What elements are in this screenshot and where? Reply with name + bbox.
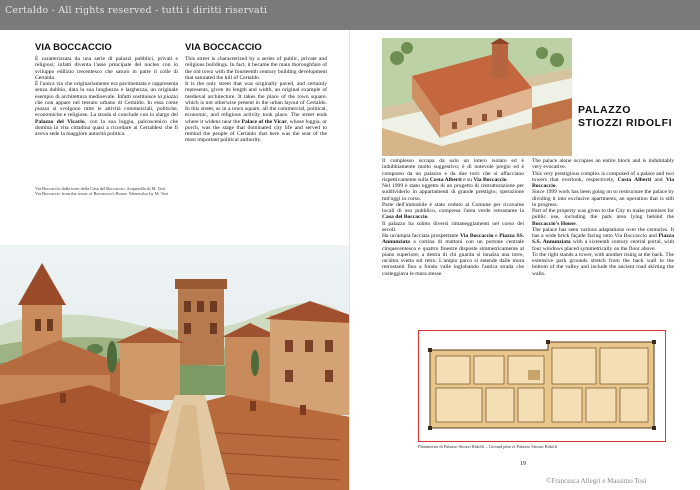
plan-caption: Planimetria di Palazzo Stiozzi Ridolfi – Ground plan of Palazzo Stiozzi Ridolfi <box>418 444 558 449</box>
header-bar <box>0 0 700 30</box>
watercolor-caption: Via Boccaccio dalla torre della Casa del Boccaccio. Acquerello di M. Tosi Via Boccaccio from the tower of Boccaccio's House. Watercolor by M. Tosi <box>35 186 169 197</box>
via-boccaccio-watercolor <box>0 245 350 490</box>
palace-it-text: Il complesso occupa da solo un intero isolato ed è indubbiamente molto suggestivo; è di notevole pregio ed è composto da un palazzo e da due torri che si affacciano rispettivamente sulla Costa Alberti e su Via Boccaccio. Nel 1999 è stato oggetto di un progetto di ristrutturazione per suddividerlo in appartamenti di grande prestigio; operazione tutt'oggi in corso. Parte dell'immobile è stato ceduto al Comune per ricavarne locali di uso pubblico, compresa l'area verde retrostante la Casa del Boccaccio. Il palazzo ha subito diversi rimaneggiamenti nel corso dei secoli. Ha un'ampia facciata prospettante Via Boccaccio e Piazza SS. Annunziata a cortina di mattoni con un portone centrale cinquecentesco e quattro finestre disposte simmetricamente al piano superiore; a destra di chi guarda si innalza una torre, un'altra svetta sul retro. L'ampio parco si estende dalle mura retrostanti fino a fondo valle inglobando l'antica strada che costeggiava le mura stesse. <box>382 158 524 277</box>
palace-title: PALAZZO STIOZZI RIDOLFI <box>578 104 673 129</box>
ground-plan-drawing <box>418 330 666 442</box>
palace-aerial-illustration <box>382 38 572 156</box>
palace-en-text: The palace alone occupies an entire block and is indubitably very evocative. This very prestigious complex is composed of a palace and two towers that overlook, respectively, Costa Alberti and Via Boccaccio. Since 1999 work has been going on to restructure the palace by dividing it into exclusive apartments, an operation that is still in progress. Part of the property was given to the City to make premises for public use, including the park area lying behind the Boccaccio's House. The palace has seen various adaptations over the centuries. It has a wide brick façade facing onto Via Boccaccio and Piazza S.S. Annunziata with a sixteenth century central portal, with four windows placed symmetrically on the floor above. To the right stands a tower, with another rising at the back. The extensive park grounds stretch from the back wall to the bottom of the valley and include the ancient road skirting the walls. <box>532 158 674 277</box>
copyright-credit: ©Francesca Allegri e Massimo Tosi <box>546 477 647 485</box>
it-body-text: È caratterizzata da una serie di palazzi pubblici, privati e religiosi; infatti diventa l'asse principale del nucleo con lo sviluppo edilizio trecentesco che saturò in parte il colle di Certaldo. È l'unica via che originariamente era pavimentata e rappresenta senza dubbio, data la sua lunghezza e larghezza, un originale esempio di architettura medioevale. Infatti sostituisce la piazza che non appare nel tessuto urbano di Certaldo. In essa come piazza si svolgono tutte le attività commerciali, politiche, economiche e religiose. La strada si conclude con lo slargo del Palazzo del Vicario, con la sua loggia, palcoscenico che domina la vita cittadina quasi a ricordare ai Certaldesi che fi aveva sede la maggiore autorità politica. <box>35 56 178 137</box>
page-number: 19 <box>520 461 526 467</box>
en-body-text: This street is characterized by a series of public, private and religious buildings. In fact, it became the main thoroughfare of the old town with the fourteenth century building development that saturated the hill of Certaldo. It is the only street that was originally paved, and certainly represents, given its length and width, an original example of medieval architecture. It takes the place of the town square, which is not otherwise present in the urban layout of Certaldo. In this street, as in a town square, all the commercial, political, economic, and religious activity took place. The street ends where it widens near the Palace of the Vicar, whose loggia, or porch, was the stage that dominated city life and served to remind the people of Certaldo that here was the seat of the most important political authority. <box>185 56 327 144</box>
right-page <box>350 30 700 490</box>
en-section-title: VIA BOCCACCIO <box>185 42 262 53</box>
left-page <box>0 30 350 490</box>
it-section-title: VIA BOCCACCIO <box>35 42 112 53</box>
header-text: Certaldo - All rights reserved - tutti i diritti riservati <box>5 5 268 16</box>
